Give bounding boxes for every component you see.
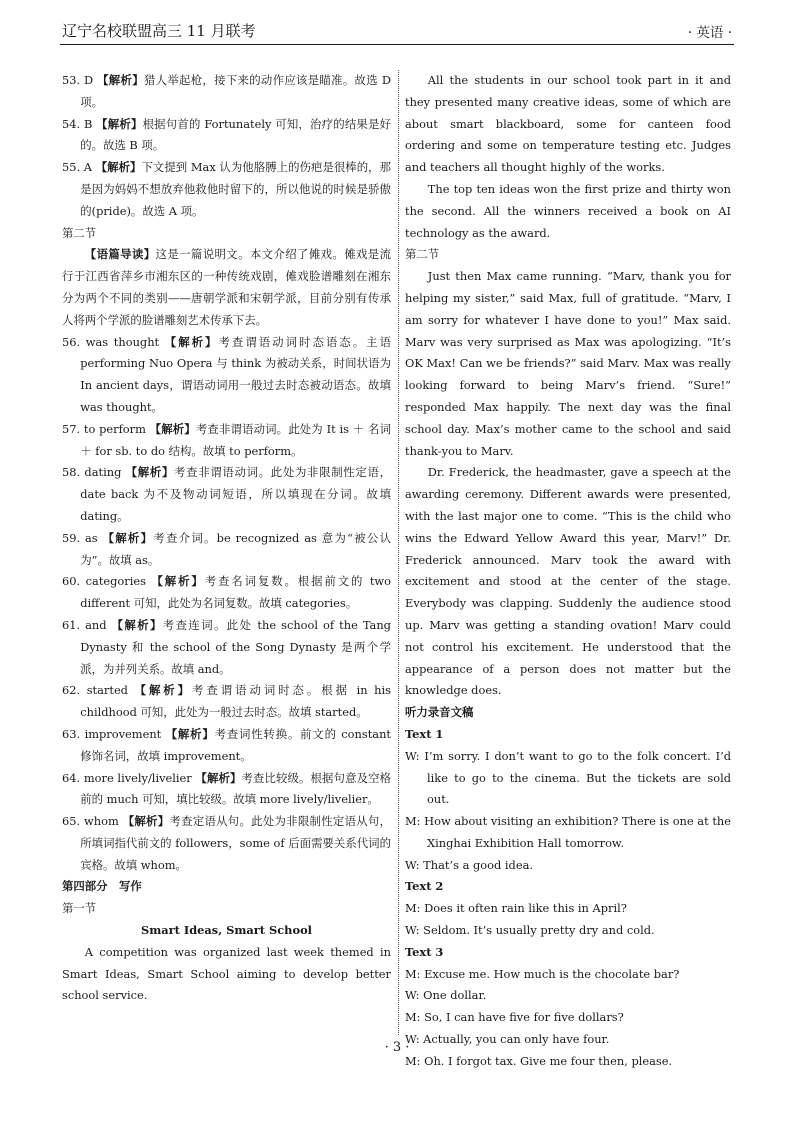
column-divider [398,70,399,1035]
answer-53: 53. D 【解析】猎人举起枪，接下来的动作应该是瞄准。故选 D 项。 [62,73,391,109]
dialogue-line: M: How about visiting an exhibition? There is one at the Xinghai Exhibition Hall tomorrow. [405,814,731,850]
answer-57: 57. to perform 【解析】考查非谓语动词。此处为 It is ＋ 名词 ＋ for sb. to do 结构。故填 to perform。 [62,421,391,458]
dialogue-line: M: Does it often rain like this in April? [405,901,627,916]
essay-paragraph-2: All the students in our school took part in it and they presented many creative ideas, some of which are about smart blackboard, some for canteen food ordering and some on temperature testing etc. Judges and teachers all thought highly of the works. [405,73,731,175]
text-2-label: Text 2 [405,879,444,894]
subject-label: · 英语 · [687,25,732,41]
exam-title: 辽宁名校联盟高三 11 月联考 [62,22,256,40]
text-3-label: Text 3 [405,944,444,959]
answer-59: 59. as 【解析】考查介词。be recognized as 意为“被公认为”。故填 as。 [62,530,391,567]
dialogue-line: W: That’s a good idea. [405,857,533,872]
answer-56: 56. was thought 【解析】考查谓语动词时态语态。主语 performing Nuo Opera 与 think 为被动关系，时间状语为 In ancient days，谓语动词用一般过去时态被动语态。故填 was thought。 [62,334,391,414]
section-2-heading-right: 第二节 [405,247,440,262]
page-number: · 3 · [384,1040,410,1055]
section-2-heading: 第二节 [62,225,97,240]
dialogue-line: W: Actually, you can only have four. [405,1032,610,1047]
essay-paragraph-1: A competition was organized last week themed in Smart Ideas, Smart School aiming to develop better school service. [62,944,391,1003]
page-header [60,18,734,45]
continuation-paragraph-2: Dr. Frederick, the headmaster, gave a speech at the awarding ceremony. Different awards were presented, with the last major one to come. “This is the child who wins the Edward Yellow Award this year, Marv!” Dr. Frederick announced. Marv took the award with excitement and stood at the center of the stage. Everybody was clapping. Suddenly the audience stood up. Marv was getting a standing ovation! Marv could not control his excitement. He understood that the appearance of a person does not matter but the knowledge does. [405,465,731,698]
answer-54: 54. B 【解析】根据句首的 Fortunately 可知，治疗的结果是好的。故选 B 项。 [62,116,392,153]
dialogue-line: M: Oh. I forgot tax. Give me four then, please. [405,1053,673,1068]
dialogue-line: W: One dollar. [405,988,487,1003]
section-1-heading: 第一节 [62,901,97,916]
dialogue-line: M: Excuse me. How much is the chocolate bar? [405,966,680,981]
listening-transcript-heading: 听力录音文稿 [405,705,474,720]
answer-61: 61. and 【解析】考查连词。此处 the school of the Tang Dynasty 和 the school of the Song Dynasty 是两个学派，为并列关系。故填 and。 [62,617,391,676]
passage-guide: 【语篇导读】这是一篇说明文。本文介绍了傩戏。傩戏是流行于江西省萍乡市湘东区的一种传统戏剧，傩戏脸谱雕刻在湘东分为两个不同的类别——唐朝学派和宋朝学派，目前分别有传承人将两个学派的脸谱雕刻艺术传承下去。 [62,247,391,327]
dialogue-line: W: I’m sorry. I don’t want to go to the folk concert. I’d like to go to the cinema. But the tickets are sold out. [405,748,731,807]
answer-55: 55. A 【解析】下文提到 Max 认为他胳膊上的伤疤是很棒的，那是因为妈妈不想放弃他救他时留下的，所以他说的时候是骄傲的(pride)。故选 A 项。 [62,160,391,218]
left-column [62,70,391,1007]
essay-paragraph-3: The top ten ideas won the first prize and thirty won the second. All the winners received a book on AI technology as the award. [405,181,731,240]
essay-title: Smart Ideas, Smart School [140,923,312,938]
answer-64: 64. more lively/livelier 【解析】考查比较级。根据句意及空格前的 much 可知，填比较级。故填 more lively/livelier。 [62,770,391,807]
right-column [405,70,731,1073]
answer-65: 65. whom 【解析】考查定语从句。此处为非限制性定语从句，所填词指代前文的 followers，some of 后面需要关系代词的宾格。故填 whom。 [62,814,391,872]
answer-60: 60. categories 【解析】考查名词复数。根据前文的 two different 可知，此处为名词复数。故填 categories。 [62,574,391,611]
continuation-paragraph-1: Just then Max came running. “Marv, thank you for helping my sister,” said Max, full of gratitude. “Marv, I am sorry for whatever I have done to you!” Max said. Marv was very surprised as Max was apologizing. “It’s OK Max! Can we be friends?” said Marv. Max was really looking forward to being Marv’s friend. “Sure!” responded Max happily. The next day was the final school day. Max’s mother came to the school and said thank-you to Marv. [405,269,731,458]
part-4-heading: 第四部分 写作 [62,879,142,894]
answer-63: 63. improvement 【解析】考查词性转换。前文的 constant 修饰名词，故填 improvement。 [62,726,391,763]
answer-62: 62. started 【解析】考查谓语动词时态。根据 in his childhood 可知，此处为一般过去时态。故填 started。 [62,683,391,720]
dialogue-line: W: Seldom. It’s usually pretty dry and cold. [405,923,655,938]
answer-58: 58. dating 【解析】考查非谓语动词。此处为非限制性定语，date back 为不及物动词短语，所以填现在分词。故填 dating。 [62,465,391,523]
text-1-label: Text 1 [405,726,444,741]
dialogue-line: M: So, I can have five for five dollars? [405,1010,624,1025]
